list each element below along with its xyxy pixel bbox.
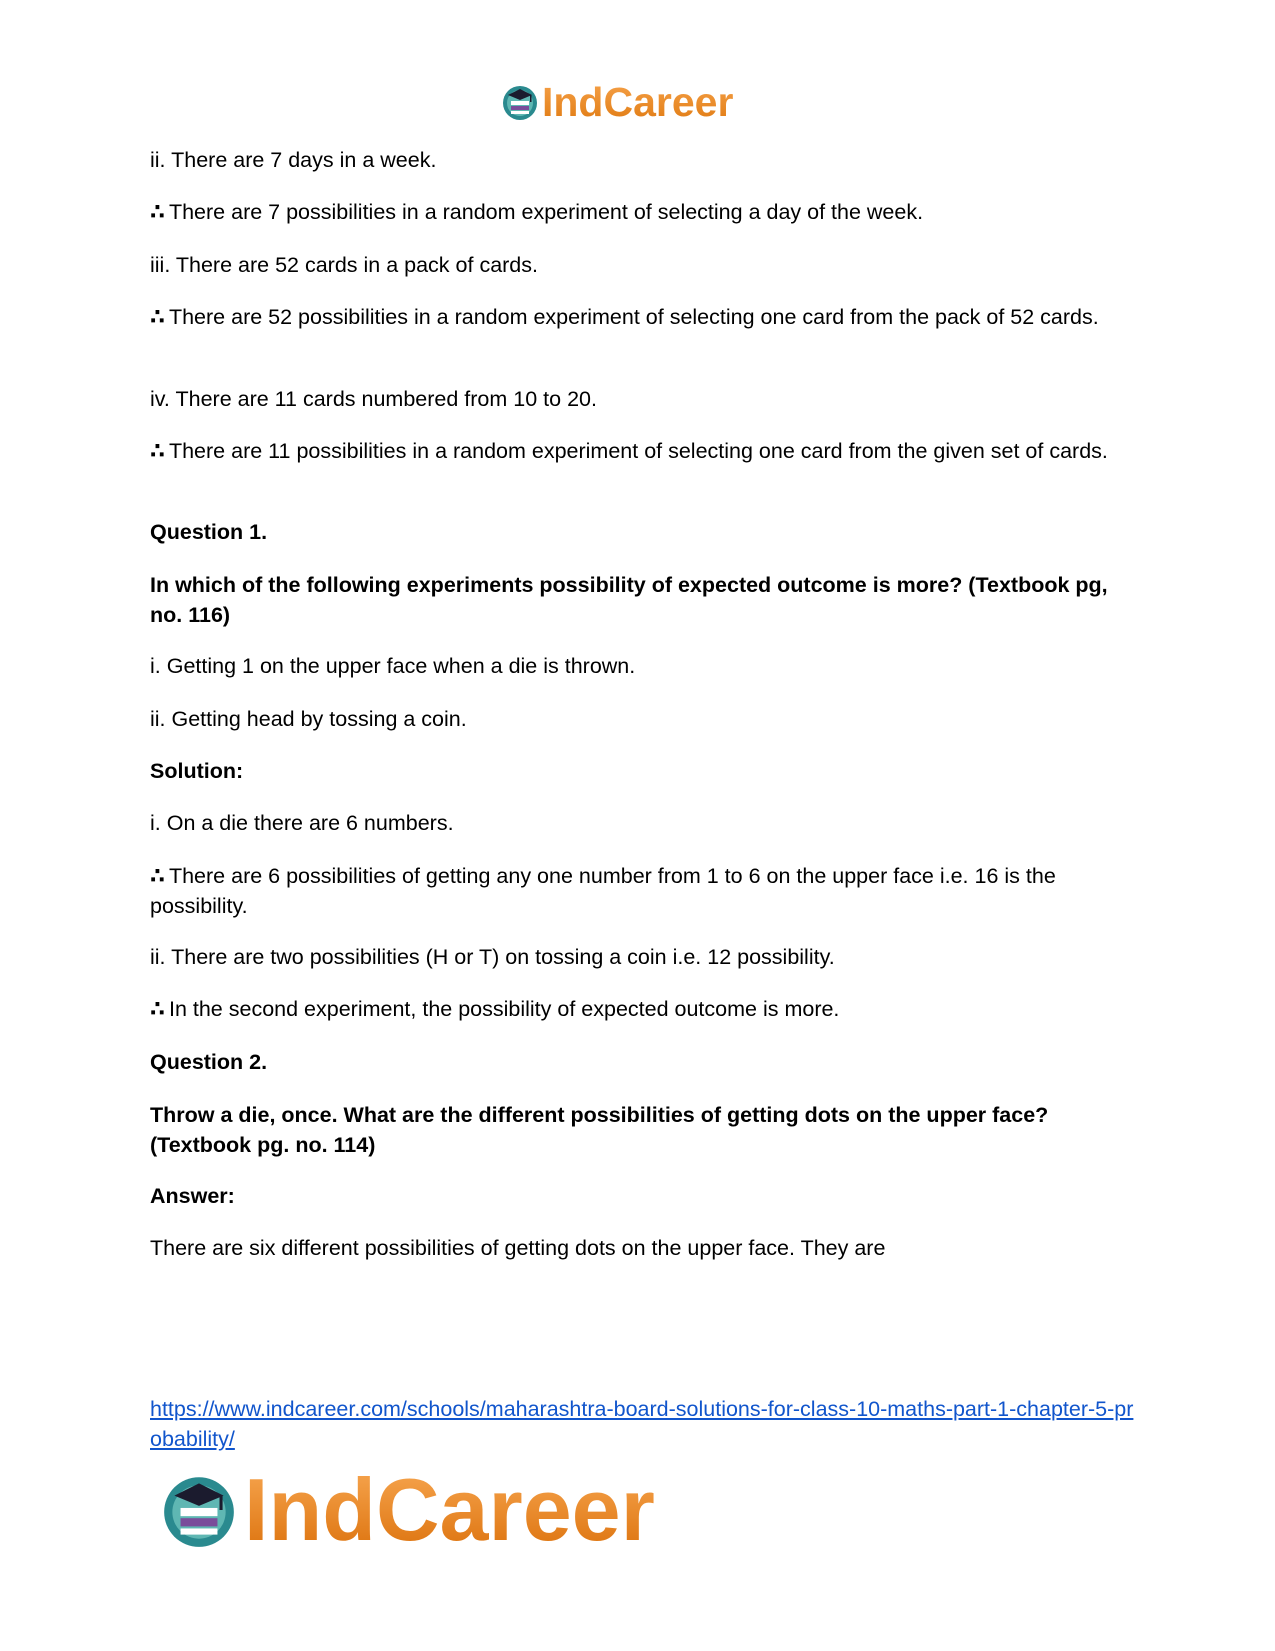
question-1-text: In which of the following experiments possibility of expected outcome is more? (Textbook pg, no. 116): [150, 573, 1108, 627]
question-1-heading: Question 1.: [150, 520, 268, 544]
solution-heading: Solution:: [150, 759, 244, 783]
question-1-option-i: i. Getting 1 on the upper face when a die is thrown.: [150, 654, 636, 678]
paragraph-text: There are 52 possibilities in a random experiment of selecting one card from the pack of 52 cards.: [168, 305, 1099, 329]
paragraph: [150, 302, 1140, 332]
therefore-symbol: ∴: [150, 200, 165, 224]
therefore-symbol: ∴: [150, 305, 165, 329]
graduation-cap-globe-icon: [500, 82, 540, 122]
question-2-text: Throw a die, once. What are the different possibilities of getting dots on the upper face? (Textbook pg. no. 114): [150, 1103, 1049, 1157]
solution-step: ii. There are two possibilities (H or T) on tossing a coin i.e. 12 possibility.: [150, 945, 835, 969]
therefore-symbol: ∴: [150, 864, 165, 888]
header-logo: [500, 80, 733, 124]
therefore-symbol: ∴: [150, 997, 165, 1021]
logo-text: IndCareer: [542, 79, 734, 125]
paragraph: [150, 197, 1140, 227]
solution-step: [150, 861, 1140, 921]
footer-logo: [158, 1460, 655, 1559]
paragraph-text: There are 6 possibilities of getting any one number from 1 to 6 on the upper face i.e. 16 is the possibility.: [150, 864, 1056, 918]
paragraph-text: In the second experiment, the possibility of expected outcome is more.: [168, 997, 840, 1021]
answer-heading: Answer:: [150, 1184, 235, 1208]
paragraph: [150, 436, 1140, 466]
therefore-symbol: ∴: [150, 439, 165, 463]
graduation-cap-globe-icon: [158, 1469, 240, 1551]
question-2-heading: Question 2.: [150, 1050, 268, 1074]
question-1-option-ii: ii. Getting head by tossing a coin.: [150, 707, 467, 731]
solution-step: i. On a die there are 6 numbers.: [150, 811, 454, 835]
paragraph: ii. There are 7 days in a week.: [150, 148, 437, 172]
answer-text: There are six different possibilities of getting dots on the upper face. They are: [150, 1236, 886, 1260]
paragraph: iii. There are 52 cards in a pack of cards.: [150, 253, 538, 277]
logo-text: IndCareer: [244, 1460, 655, 1559]
solution-step: [150, 994, 1140, 1024]
source-link[interactable]: https://www.indcareer.com/schools/maharashtra-board-solutions-for-class-10-maths-part-1-chapter-5-probability/: [150, 1397, 1134, 1451]
paragraph: iv. There are 11 cards numbered from 10 to 20.: [150, 387, 597, 411]
paragraph-text: There are 7 possibilities in a random experiment of selecting a day of the week.: [168, 200, 924, 224]
paragraph-text: There are 11 possibilities in a random experiment of selecting one card from the given set of cards.: [168, 439, 1108, 463]
